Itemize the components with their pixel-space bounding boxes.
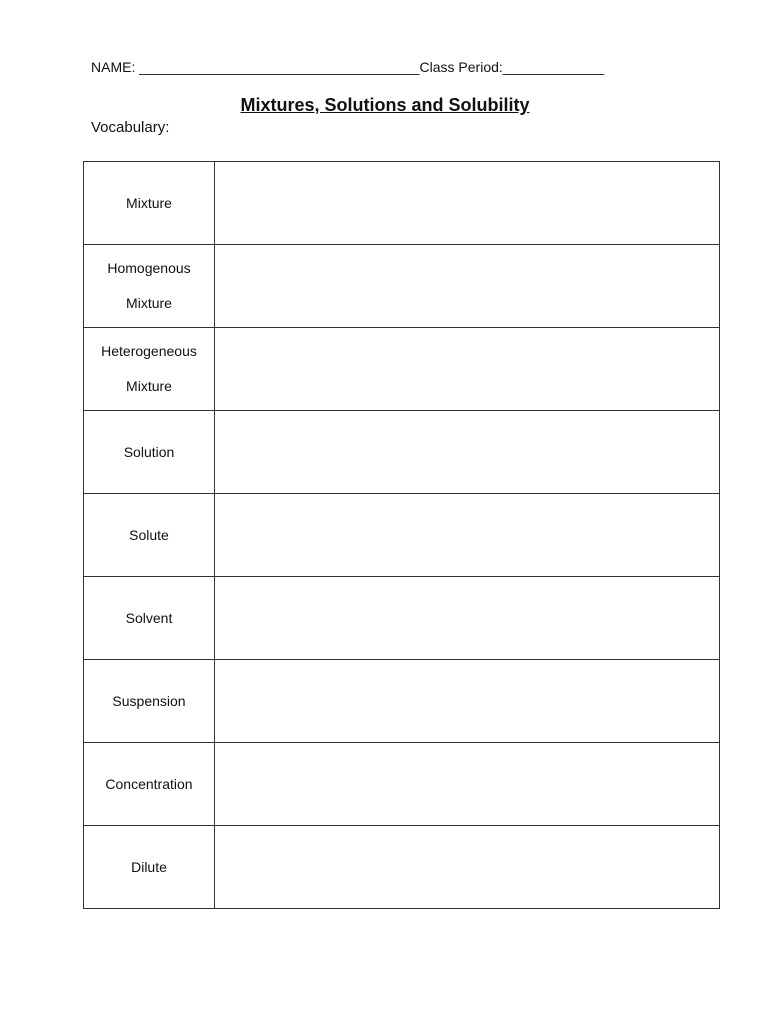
definition-cell[interactable] [215, 660, 720, 743]
definition-cell[interactable] [215, 577, 720, 660]
term-cell [84, 660, 215, 743]
vocab-row [84, 162, 720, 245]
term-cell [84, 826, 215, 909]
vocabulary-label: Vocabulary: [91, 119, 170, 136]
vocab-row [84, 494, 720, 577]
vocab-row [84, 245, 720, 328]
term-label: Dilute [131, 858, 167, 875]
term-label: Mixture [126, 194, 172, 211]
definition-cell[interactable] [215, 411, 720, 494]
term-cell [84, 162, 215, 245]
worksheet-title: Mixtures, Solutions and Solubility [240, 95, 530, 115]
vocab-row [84, 328, 720, 411]
definition-cell[interactable] [215, 162, 720, 245]
term-cell [84, 245, 215, 328]
definition-cell[interactable] [215, 743, 720, 826]
definition-cell[interactable] [215, 494, 720, 577]
vocab-row [84, 826, 720, 909]
term-cell [84, 328, 215, 411]
definition-cell[interactable] [215, 245, 720, 328]
term-label: Heterogeneous Mixture [101, 343, 197, 394]
definition-cell[interactable] [215, 826, 720, 909]
name-class-period-line[interactable]: NAME: ____________________________________Class Period:_____________ [91, 59, 605, 75]
vocab-row [84, 577, 720, 660]
vocab-row [84, 411, 720, 494]
term-cell [84, 577, 215, 660]
term-label: Solute [129, 526, 169, 543]
vocabulary-table [83, 161, 720, 909]
term-label: Solution [123, 443, 175, 460]
term-label: Homogenous Mixture [107, 260, 191, 311]
term-label: Solvent [125, 609, 173, 626]
term-cell [84, 743, 215, 826]
term-label: Concentration [105, 775, 193, 792]
term-cell [84, 411, 215, 494]
definition-cell[interactable] [215, 328, 720, 411]
vocab-row [84, 660, 720, 743]
term-cell [84, 494, 215, 577]
term-label: Suspension [112, 692, 186, 709]
vocab-row [84, 743, 720, 826]
